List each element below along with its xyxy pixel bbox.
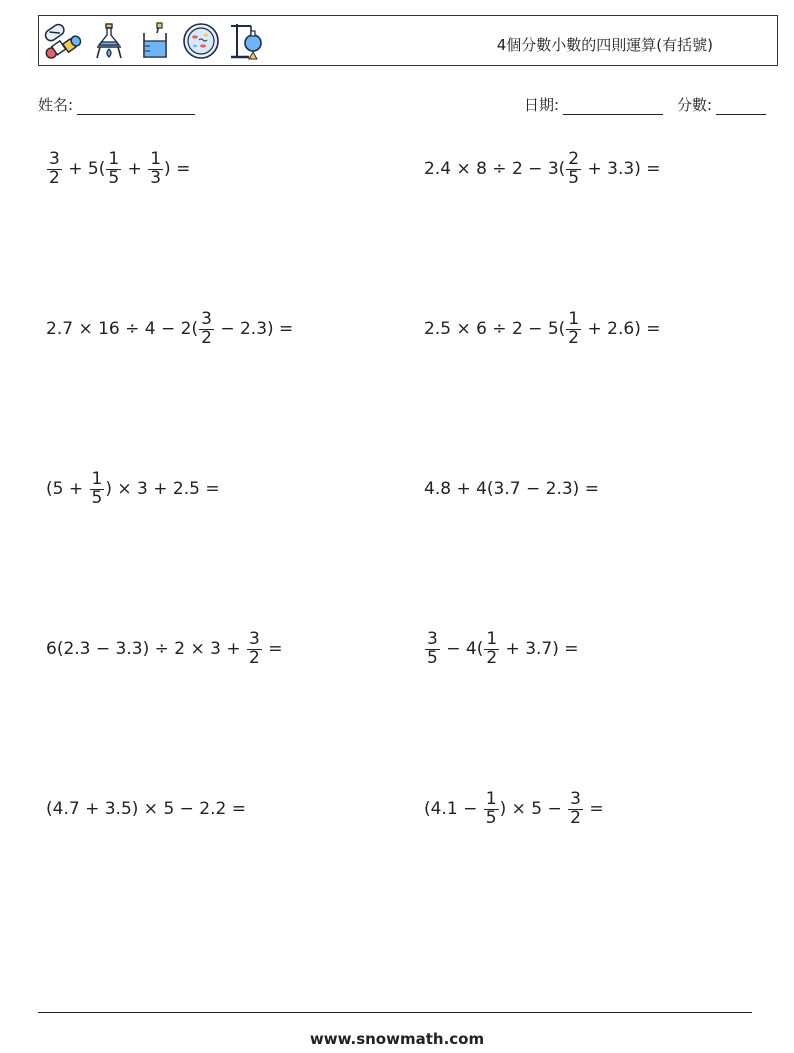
fraction xyxy=(47,148,62,188)
fraction-numerator: 1 xyxy=(486,628,498,649)
expression-text: = xyxy=(583,799,604,819)
fraction xyxy=(566,148,581,188)
score-input-line[interactable] xyxy=(716,100,766,115)
score-label: 分數: xyxy=(677,96,713,114)
expression-text: ) × 5 − xyxy=(499,799,568,819)
fraction xyxy=(247,628,262,668)
problem-6 xyxy=(424,465,599,513)
expression-text: + 5( xyxy=(62,159,106,179)
petri-dish-icon xyxy=(181,21,221,61)
date-label: 日期: xyxy=(524,96,560,114)
expression-text: 2.7 × 16 ÷ 4 − 2( xyxy=(46,319,199,339)
beaker-icon xyxy=(135,21,175,61)
fraction-numerator: 1 xyxy=(108,148,120,169)
pills-icon xyxy=(43,21,83,61)
fraction-denominator: 5 xyxy=(108,167,120,188)
fraction-denominator: 2 xyxy=(249,647,260,668)
expression-text: 6(2.3 − 3.3) ÷ 2 × 3 + xyxy=(46,639,246,659)
fraction xyxy=(568,788,583,828)
flask-burner-icon xyxy=(89,21,129,61)
footer-divider xyxy=(38,1012,752,1013)
fraction xyxy=(148,148,163,188)
fraction-denominator: 2 xyxy=(568,327,580,348)
fraction-numerator: 3 xyxy=(49,148,60,169)
fraction xyxy=(484,628,499,668)
expression-text: − 2.3) = xyxy=(214,319,294,339)
name-input-line[interactable] xyxy=(77,100,195,115)
fraction-numerator: 1 xyxy=(91,468,103,489)
expression-text: (4.7 + 3.5) × 5 − 2.2 = xyxy=(46,799,246,819)
expression-text: (4.1 − xyxy=(424,799,483,819)
fraction-denominator: 2 xyxy=(201,327,212,348)
score-field xyxy=(677,94,766,115)
fraction-numerator: 3 xyxy=(201,308,212,329)
problem-10 xyxy=(424,785,604,833)
fraction xyxy=(199,308,214,348)
fraction-numerator: 1 xyxy=(485,788,497,809)
fraction xyxy=(566,308,581,348)
expression-text: + xyxy=(122,159,148,179)
header-box xyxy=(38,15,778,66)
fraction-numerator: 1 xyxy=(150,148,162,169)
fraction-denominator: 5 xyxy=(568,167,580,188)
footer-website: www.snowmath.com xyxy=(309,1030,485,1048)
problem-5 xyxy=(46,465,220,513)
problem-7 xyxy=(46,625,282,673)
worksheet-title: 4個分數小數的四則運算(有括號) xyxy=(496,36,713,54)
fraction xyxy=(106,148,121,188)
fraction-denominator: 5 xyxy=(427,647,438,668)
problem-8 xyxy=(424,625,579,673)
fraction-denominator: 5 xyxy=(91,487,103,508)
fraction-numerator: 2 xyxy=(568,148,580,169)
expression-text: = xyxy=(262,639,283,659)
expression-text: ) = xyxy=(164,159,191,179)
expression-text: + 2.6) = xyxy=(582,319,661,339)
lab-stand-icon xyxy=(227,21,267,61)
header-icons xyxy=(43,20,267,62)
expression-text: (5 + xyxy=(46,479,89,499)
fraction xyxy=(425,628,440,668)
fraction-denominator: 5 xyxy=(485,807,497,828)
date-field xyxy=(524,94,663,115)
date-input-line[interactable] xyxy=(563,100,663,115)
problem-9 xyxy=(46,785,246,833)
expression-text: ) × 3 + 2.5 = xyxy=(105,479,220,499)
expression-text: + 3.7) = xyxy=(500,639,579,659)
fraction-numerator: 3 xyxy=(570,788,581,809)
problem-2 xyxy=(424,145,660,193)
name-label: 姓名: xyxy=(38,96,74,114)
fraction-numerator: 3 xyxy=(249,628,260,649)
problem-4 xyxy=(424,305,660,353)
fraction-denominator: 2 xyxy=(486,647,498,668)
fraction-denominator: 2 xyxy=(49,167,60,188)
expression-text: 4.8 + 4(3.7 − 2.3) = xyxy=(424,479,599,499)
name-field xyxy=(38,94,195,115)
expression-text: 2.5 × 6 ÷ 2 − 5( xyxy=(424,319,566,339)
fraction-denominator: 2 xyxy=(570,807,581,828)
fraction xyxy=(484,788,499,828)
fraction-numerator: 1 xyxy=(568,308,580,329)
expression-text: − 4( xyxy=(440,639,484,659)
expression-text: 2.4 × 8 ÷ 2 − 3( xyxy=(424,159,566,179)
problem-1 xyxy=(46,145,190,193)
fraction-numerator: 3 xyxy=(427,628,438,649)
fraction xyxy=(90,468,105,508)
fraction-denominator: 3 xyxy=(150,167,162,188)
problem-3 xyxy=(46,305,293,353)
expression-text: + 3.3) = xyxy=(582,159,661,179)
